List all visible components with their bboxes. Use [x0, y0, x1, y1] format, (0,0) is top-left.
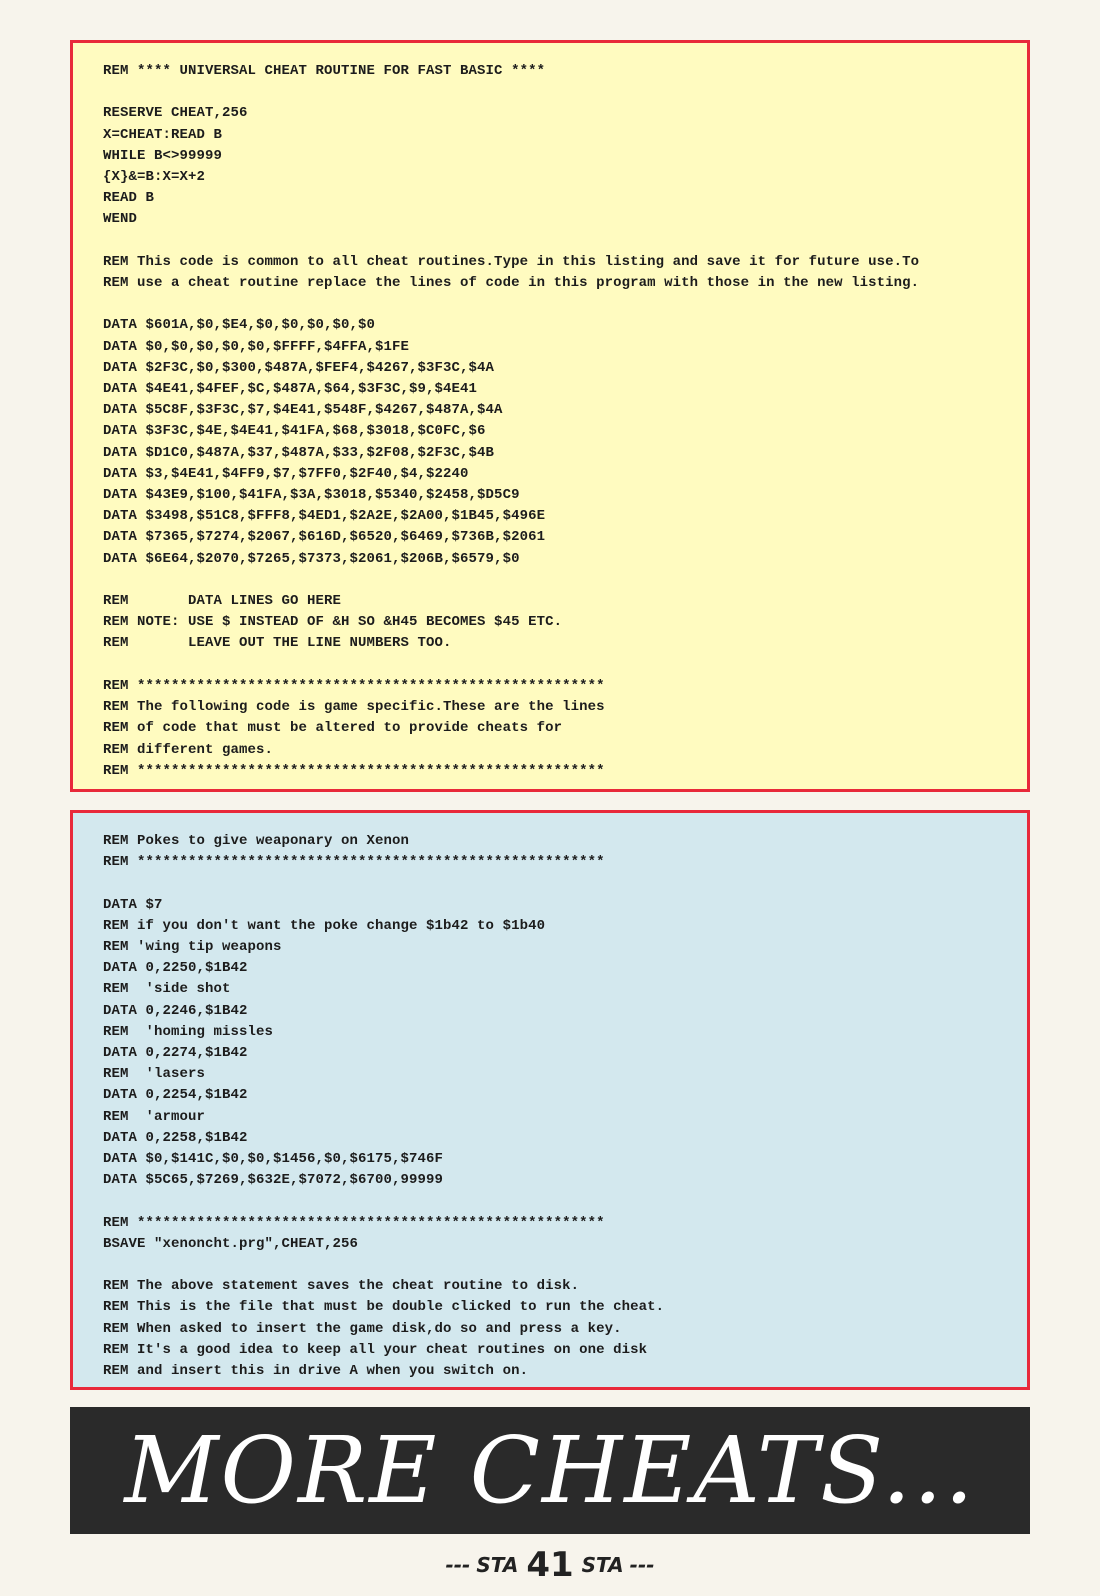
code-line: X=CHEAT:READ B: [103, 126, 223, 143]
code-line: REM The following code is game specific.These are the lines: [103, 699, 605, 716]
code-line: DATA $0,$0,$0,$0,$0,$FFFF,$4FFA,$1FE: [103, 338, 410, 355]
code-line: REM *******************************************************: [103, 762, 605, 779]
code-line: {X}&=B:X=X+2: [103, 169, 206, 186]
code-line: DATA $43E9,$100,$41FA,$3A,$3018,$5340,$2458,$D5C9: [103, 487, 520, 504]
code-line: DATA 0,2254,$1B42: [103, 1087, 248, 1104]
code-line: REM of code that must be altered to provide cheats for: [103, 720, 563, 737]
code-line: DATA 0,2250,$1B42: [103, 960, 248, 977]
code-line: DATA $5C8F,$3F3C,$7,$4E41,$548F,$4267,$487A,$4A: [103, 402, 503, 419]
page-footer: [0, 1540, 1100, 1590]
code-line: DATA 0,2274,$1B42: [103, 1045, 248, 1062]
code-line: REM 'lasers: [103, 1066, 206, 1083]
code-line: RESERVE CHEAT,256: [103, 105, 248, 122]
more-cheats-banner: [70, 1407, 1030, 1534]
code-line: REM This is the file that must be double clicked to run the cheat.: [103, 1299, 665, 1316]
universal-cheat-code-listing: [103, 61, 1027, 782]
code-line: DATA $601A,$0,$E4,$0,$0,$0,$0,$0: [103, 317, 376, 334]
banner-title: MORE CHEATS...: [124, 1417, 976, 1524]
code-line: DATA 0,2258,$1B42: [103, 1129, 248, 1146]
code-line: REM The above statement saves the cheat routine to disk.: [103, 1278, 580, 1295]
code-line: DATA $D1C0,$487A,$37,$487A,$33,$2F08,$2F3C,$4B: [103, 444, 495, 461]
code-line: DATA $5C65,$7269,$632E,$7072,$6700,99999: [103, 1172, 444, 1189]
footer-left-label: STA: [476, 1553, 519, 1577]
code-line: DATA $7: [103, 896, 163, 913]
code-line: DATA $2F3C,$0,$300,$487A,$FEF4,$4267,$3F3C,$4A: [103, 359, 495, 376]
footer-left-dashes: ---: [445, 1553, 471, 1577]
code-line: DATA $3498,$51C8,$FFF8,$4ED1,$2A2E,$2A00,$1B45,$496E: [103, 508, 546, 525]
code-line: REM *******************************************************: [103, 1214, 605, 1231]
page-number: 41: [526, 1545, 574, 1585]
code-line: REM When asked to insert the game disk,do so and press a key.: [103, 1320, 622, 1337]
code-line: REM NOTE: USE $ INSTEAD OF &H SO &H45 BECOMES $45 ETC.: [103, 614, 563, 631]
code-line: REM *******************************************************: [103, 854, 605, 871]
code-line: WEND: [103, 211, 138, 228]
code-line: DATA $7365,$7274,$2067,$616D,$6520,$6469,$736B,$2061: [103, 529, 546, 546]
code-line: DATA $3F3C,$4E,$4E41,$41FA,$68,$3018,$C0FC,$6: [103, 423, 486, 440]
code-line: REM use a cheat routine replace the lines of code in this program with those in the new listing.: [103, 275, 920, 292]
code-line: DATA $4E41,$4FEF,$C,$487A,$64,$3F3C,$9,$4E41: [103, 381, 478, 398]
code-line: DATA 0,2246,$1B42: [103, 1002, 248, 1019]
code-line: REM DATA LINES GO HERE: [103, 593, 342, 610]
code-line: REM Pokes to give weaponary on Xenon: [103, 833, 410, 849]
code-line: DATA $6E64,$2070,$7265,$7373,$2061,$206B,$6579,$0: [103, 550, 520, 567]
code-line: REM if you don't want the poke change $1b42 to $1b40: [103, 917, 546, 934]
code-line: REM 'wing tip weapons: [103, 939, 282, 956]
code-line: REM *******************************************************: [103, 677, 605, 694]
code-line: REM LEAVE OUT THE LINE NUMBERS TOO.: [103, 635, 452, 652]
footer-right-label: STA: [581, 1553, 624, 1577]
code-line: REM **** UNIVERSAL CHEAT ROUTINE FOR FAST BASIC ****: [103, 63, 546, 79]
xenon-poke-code-listing: [103, 831, 1027, 1382]
code-line: REM It's a good idea to keep all your cheat routines on one disk: [103, 1341, 648, 1358]
code-line: BSAVE "xenoncht.prg",CHEAT,256: [103, 1235, 359, 1252]
code-line: REM different games.: [103, 741, 274, 758]
code-line: REM 'side shot: [103, 981, 231, 998]
code-line: DATA $3,$4E41,$4FF9,$7,$7FF0,$2F40,$4,$2240: [103, 465, 469, 482]
code-line: DATA $0,$141C,$0,$0,$1456,$0,$6175,$746F: [103, 1151, 444, 1168]
xenon-cheat-listing-panel: [70, 810, 1030, 1390]
code-line: REM 'homing missles: [103, 1023, 274, 1040]
code-line: REM and insert this in drive A when you switch on.: [103, 1363, 529, 1380]
cheat-routine-listing-panel: [70, 40, 1030, 792]
code-line: REM 'armour: [103, 1108, 206, 1125]
code-line: WHILE B<>99999: [103, 147, 223, 164]
footer-right-dashes: ---: [629, 1553, 655, 1577]
code-line: READ B: [103, 190, 155, 207]
code-line: REM This code is common to all cheat routines.Type in this listing and save it for future use.To: [103, 253, 920, 270]
